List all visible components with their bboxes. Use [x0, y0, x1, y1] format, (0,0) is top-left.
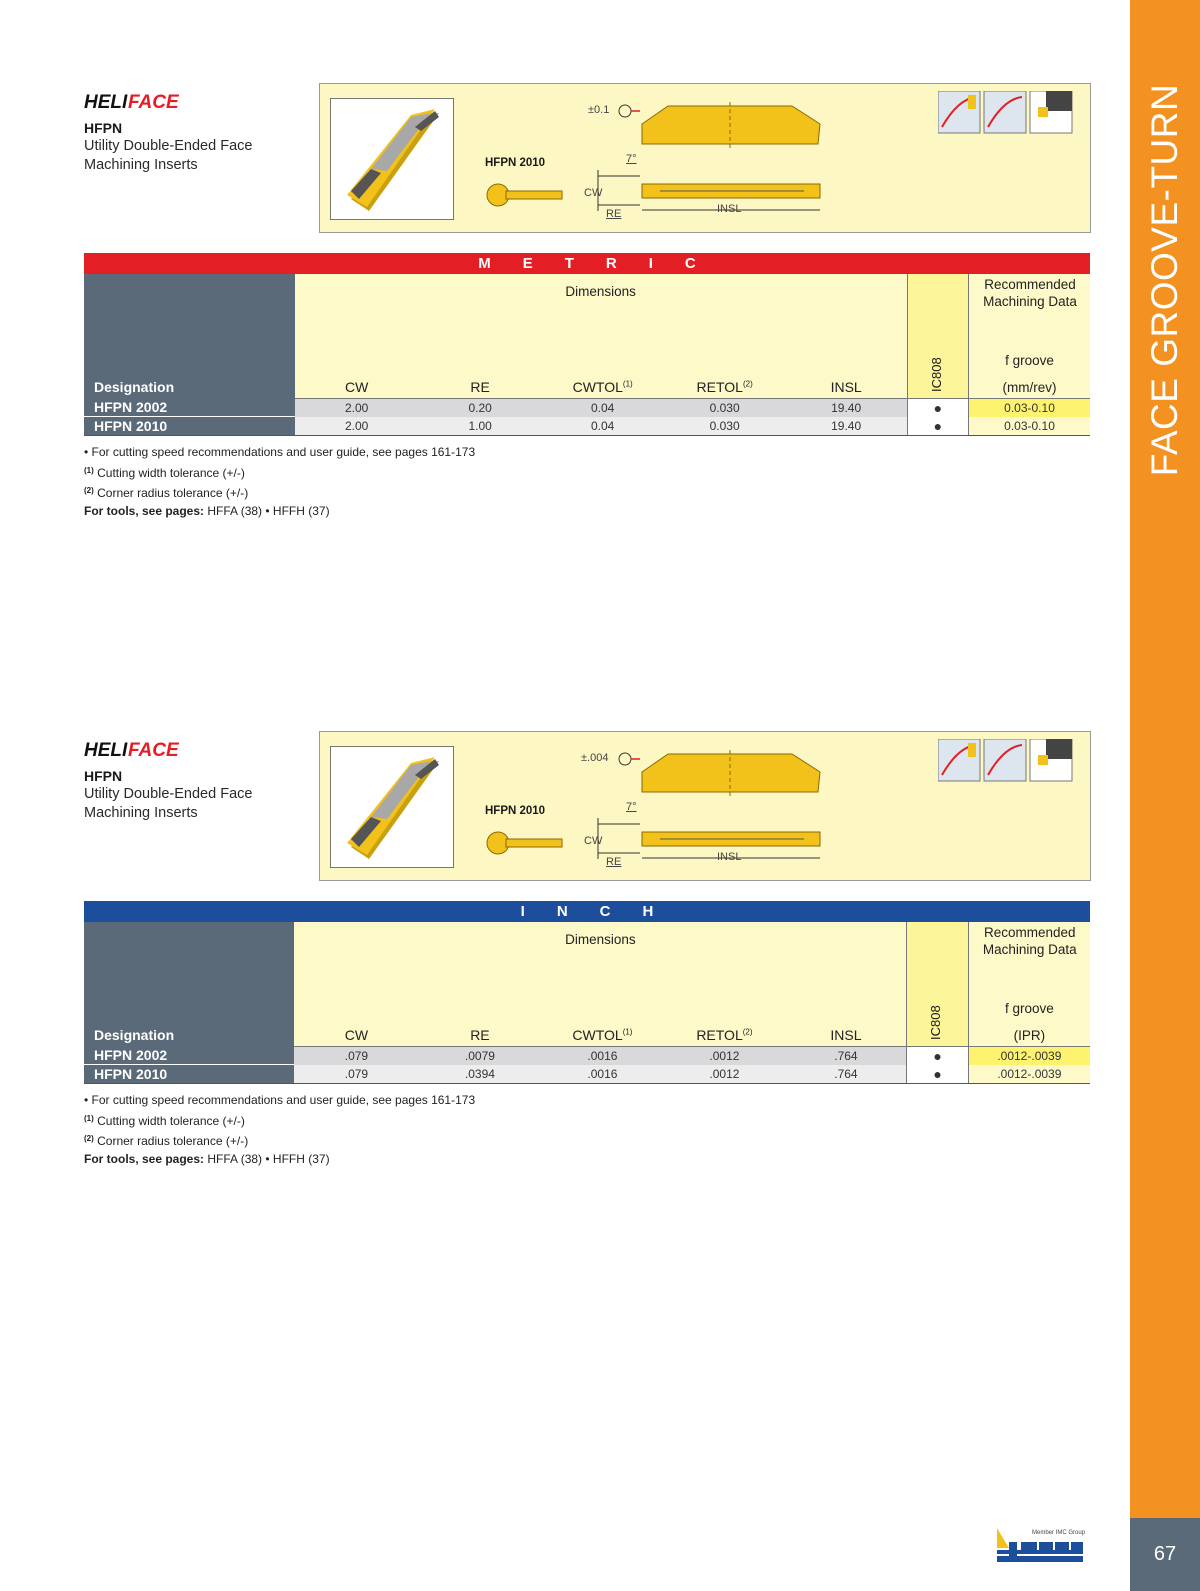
- tools-note: For tools, see pages: HFFA (38) • HFFH (37): [84, 1151, 330, 1166]
- notes: [84, 1092, 475, 1168]
- heliface-logo: [84, 738, 194, 762]
- section-metric: [84, 90, 1090, 520]
- tools-links[interactable]: HFFA (38) • HFFH (37): [207, 503, 330, 518]
- product-code: HFPN: [84, 120, 123, 136]
- application-icons: [938, 739, 1078, 783]
- col-insl: INSL: [830, 1026, 862, 1043]
- cw-label: CW: [584, 835, 603, 847]
- drawing-panel: [319, 731, 1091, 881]
- note-1: $^{(1)}$ Cutting width tolerance (+/-): [84, 1113, 245, 1128]
- section-inch: [84, 738, 1090, 1168]
- table-row: HFPN 2002 .079 .0079 .0016 .0012 .764 ● .0012-.0039: [84, 1046, 1090, 1065]
- tolerance-label: ±0.1: [588, 104, 610, 116]
- svg-text:FACE: FACE: [128, 740, 179, 761]
- table-row: HFPN 2010 .079 .0394 .0016 .0012 .764 ● .0012-.0039: [84, 1065, 1090, 1084]
- note-bullet: • For cutting speed recommendations and user guide, see pages 161-173: [84, 1093, 476, 1107]
- product-description: Utility Double-Ended Face Machining Inserts: [84, 138, 253, 173]
- iscar-logo: [995, 1522, 1095, 1564]
- col-cwtol: CWTOL$^{(1)}$: [572, 1026, 633, 1043]
- rec-header: Recommended Machining Data f groove (mm/rev): [969, 274, 1090, 398]
- insl-label: INSL: [717, 203, 742, 215]
- note-1: $^{(1)}$ Cutting width tolerance (+/-): [84, 465, 245, 480]
- note-2: $^{(2)}$ Corner radius tolerance (+/-): [84, 486, 249, 501]
- designation-header: Designation: [84, 274, 295, 398]
- inch-band: INCH: [84, 901, 1090, 922]
- page-number: 67: [1153, 1543, 1177, 1565]
- member-text: Member IMC Group: [1032, 1530, 1086, 1536]
- insl-label: INSL: [717, 851, 742, 863]
- dimensions-header: Dimensions CW RE CWTOL$^{(1)}$ RETOL$^{(2)}$ INSL: [295, 274, 908, 398]
- re-label: RE: [606, 208, 622, 220]
- product-description: Utility Double-Ended Face Machining Inserts: [84, 786, 253, 821]
- metric-band: METRIC: [84, 253, 1090, 274]
- angle-label: 7°: [626, 153, 637, 165]
- cw-label: CW: [584, 187, 603, 199]
- note-bullet: • For cutting speed recommendations and user guide, see pages 161-173: [84, 445, 476, 459]
- tolerance-label: ±.004: [581, 752, 609, 764]
- rec-header: Recommended Machining Data f groove (IPR): [968, 922, 1090, 1046]
- drawing-model-label: HFPN 2010: [485, 805, 546, 817]
- inch-table: [84, 922, 1090, 1084]
- col-cw: CW: [344, 378, 369, 395]
- designation-header: Designation: [84, 922, 294, 1046]
- col-cwtol: CWTOL$^{(1)}$: [572, 378, 633, 395]
- col-re: RE: [470, 1026, 490, 1043]
- table-row: HFPN 2002 2.00 0.20 0.04 0.030 19.40 ● 0.03-0.10: [84, 398, 1090, 417]
- notes: [84, 444, 475, 520]
- tools-note: For tools, see pages: HFFA (38) • HFFH (37): [84, 503, 330, 518]
- drawing-model-label: HFPN 2010: [485, 157, 546, 169]
- col-insl: INSL: [830, 378, 862, 395]
- col-retol: RETOL$^{(2)}$: [696, 1026, 753, 1043]
- svg-text:FACE: FACE: [128, 92, 179, 113]
- application-icons: [938, 91, 1078, 135]
- heliface-logo: [84, 90, 194, 114]
- angle-label: 7°: [626, 801, 637, 813]
- re-label: RE: [606, 856, 622, 868]
- col-retol: RETOL$^{(2)}$: [696, 378, 753, 395]
- side-title: FACE GROOVE-TURN: [1144, 83, 1186, 477]
- col-re: RE: [470, 378, 490, 395]
- product-code: HFPN: [84, 768, 123, 784]
- page-number-box: [1130, 1518, 1200, 1591]
- col-cw: CW: [344, 1026, 369, 1043]
- drawing-panel: [319, 83, 1091, 233]
- svg-text:HELI: HELI: [84, 740, 128, 761]
- grade-header: IC808: [907, 922, 968, 1046]
- tools-links[interactable]: HFFA (38) • HFFH (37): [207, 1151, 330, 1166]
- metric-table: [84, 274, 1090, 436]
- note-2: $^{(2)}$ Corner radius tolerance (+/-): [84, 1134, 249, 1149]
- svg-text:HELI: HELI: [84, 92, 128, 113]
- table-row: HFPN 2010 2.00 1.00 0.04 0.030 19.40 ● 0.03-0.10: [84, 417, 1090, 436]
- grade-header: IC808: [907, 274, 968, 398]
- dimensions-header: Dimensions CW RE CWTOL$^{(1)}$ RETOL$^{(2)}$ INSL: [294, 922, 907, 1046]
